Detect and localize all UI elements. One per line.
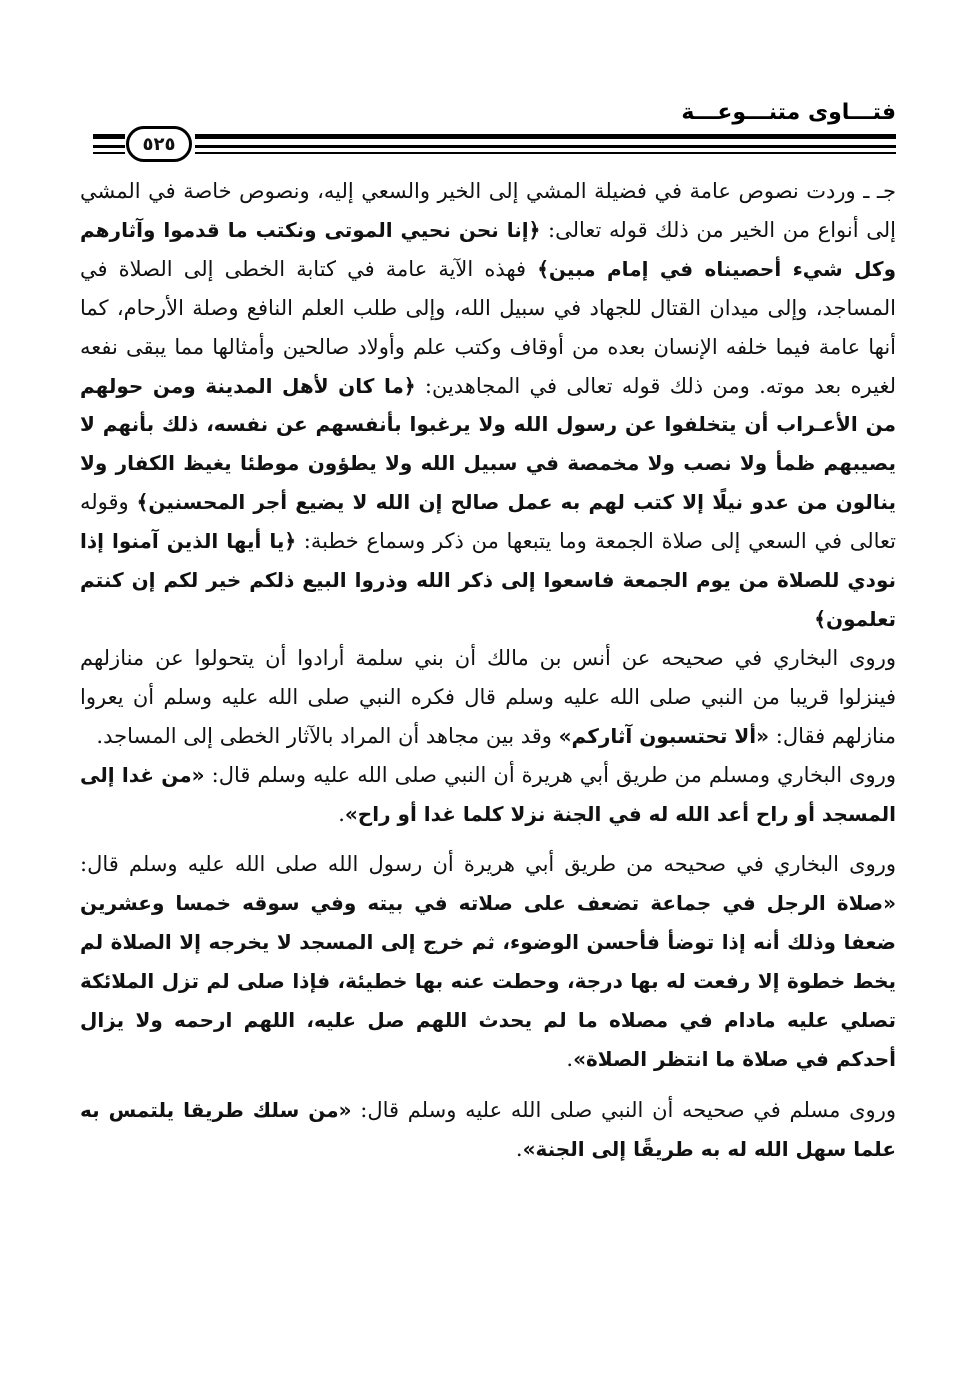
header-rule-thin — [195, 152, 896, 154]
body-text-run: جـ ـ وردت نصوص عامة في فضيلة المشي إلى الخير والسعي إليه، ونصوص خاصة في المشي إلى أنواع من الخير من ذلك قوله تعالى: — [80, 179, 896, 242]
quoted-text: «صلاة الرجل في جماعة تضعف على صلاته في بيته وفي سوقه خمسا وعشرين ضعفا وذلك أنه إذا توضأ فأحسن الوضوء، ثم خرج إلى المسجد لا يخرجه إلا الصلاة لم يخط خطوة إلا رفعت له بها درجة، وحطت عنه بها خطيئة، فإذا صلى لم تزل الملائكة تصلي عليه مادام في مصلاه ما لم يحدث اللهم صل عليه، اللهم ارحمه ولا يزال أحدكم في صلاة ما انتظر الصلاة» — [80, 891, 896, 1071]
quoted-text: ﴿ما كان لأهل المدينة ومن حولهم من الأعـراب أن يتخلفوا عن رسول الله ولا يرغبوا بأنفسهم عن نفسه، ذلك بأنهم لا يصيبهم ظمأ ولا نصب ولا مخمصة في سبيل الله ولا يطؤون موطئا يغيظ الكفار ولا ينالون من عدو نيلًا إلا كتب لهم به عمل صالح إن الله لا يضيع أجر المحسنين﴾ — [80, 373, 896, 515]
header-rule-left-medium — [93, 145, 125, 148]
quoted-text: «من غدا إلى المسجد أو راح أعد الله له في الجنة نزلا كلما غدا أو راح» — [80, 762, 896, 826]
body-text-run: وقد بين مجاهد أن المراد بالآثار الخطى إلى المساجد. — [96, 723, 559, 748]
body-text-run: . — [338, 801, 345, 826]
paragraph — [80, 639, 896, 756]
paragraph — [80, 756, 896, 834]
body-text-run: وروى البخاري في صحيحه من طريق أبي هريرة أن رسول الله صلى الله عليه وسلم قال: — [80, 852, 896, 877]
quoted-text: «ألا تحتسبون آثاركم» — [558, 723, 770, 748]
quoted-text: ﴿يا أيها الذين آمنوا إذا نودي للصلاة من يوم الجمعة فاسعوا إلى ذكر الله وذروا البيع ذلكم خير لكم إن كنتم تعلمون﴾ — [80, 529, 896, 631]
paragraph — [80, 845, 896, 1078]
page-body-text — [80, 172, 896, 1169]
header-rule-left-thin — [93, 152, 125, 154]
quoted-text: ﴿إنا نحن نحيي الموتى ونكتب ما قدموا وآثارهم وكل شيء أحصيناه في إمام مبين﴾ — [80, 217, 896, 281]
header-rule-thick — [195, 134, 896, 139]
body-text-run: فهذه الآية عامة في كتابة الخطى إلى الصلاة في المساجد، وإلى ميدان القتال للجهاد في سبيل الله، وإلى طلب العلم النافع وصلة الأرحام، كما أنها عامة فيما خلفه الإنسان بعده من أوقاف وكتب علم وأولاد صالحين وأمثالها مما يبقى نفعه لغيره بعد موته. ومن ذلك قوله تعالى في المجاهدين: — [80, 256, 896, 398]
paragraph — [80, 172, 896, 639]
page-number-badge: ٥٢٥ — [126, 126, 192, 162]
body-text-run: وروى البخاري ومسلم من طريق أبي هريرة أن النبي صلى الله عليه وسلم قال: — [204, 762, 896, 787]
body-text-run: وقوله تعالى في السعي إلى صلاة الجمعة وما يتبعها من ذكر وسماع خطبة: — [80, 490, 896, 554]
body-text-run: وروى البخاري في صحيحه عن أنس بن مالك أن بني سلمة أرادوا أن يتحولوا عن منازلهم فينزلوا قريبا من النبي صلى الله عليه وسلم قال فكره النبي صلى الله عليه وسلم أن يعروا منازلهم فقال: — [80, 645, 896, 748]
header-rule-medium — [195, 145, 896, 148]
body-text-run: . — [515, 1136, 523, 1161]
quoted-text: «من سلك طريقا يلتمس به علما سهل الله له به طريقًا إلى الجنة» — [80, 1097, 896, 1161]
running-header-title: فتـــاوى متنـــوعـــة — [681, 100, 896, 125]
body-text-run: وروى مسلم في صحيحه أن النبي صلى الله عليه وسلم قال: — [351, 1097, 896, 1122]
header-rule-left-thick — [93, 134, 125, 139]
body-text-run: . — [566, 1046, 574, 1071]
paragraph — [80, 1091, 896, 1169]
